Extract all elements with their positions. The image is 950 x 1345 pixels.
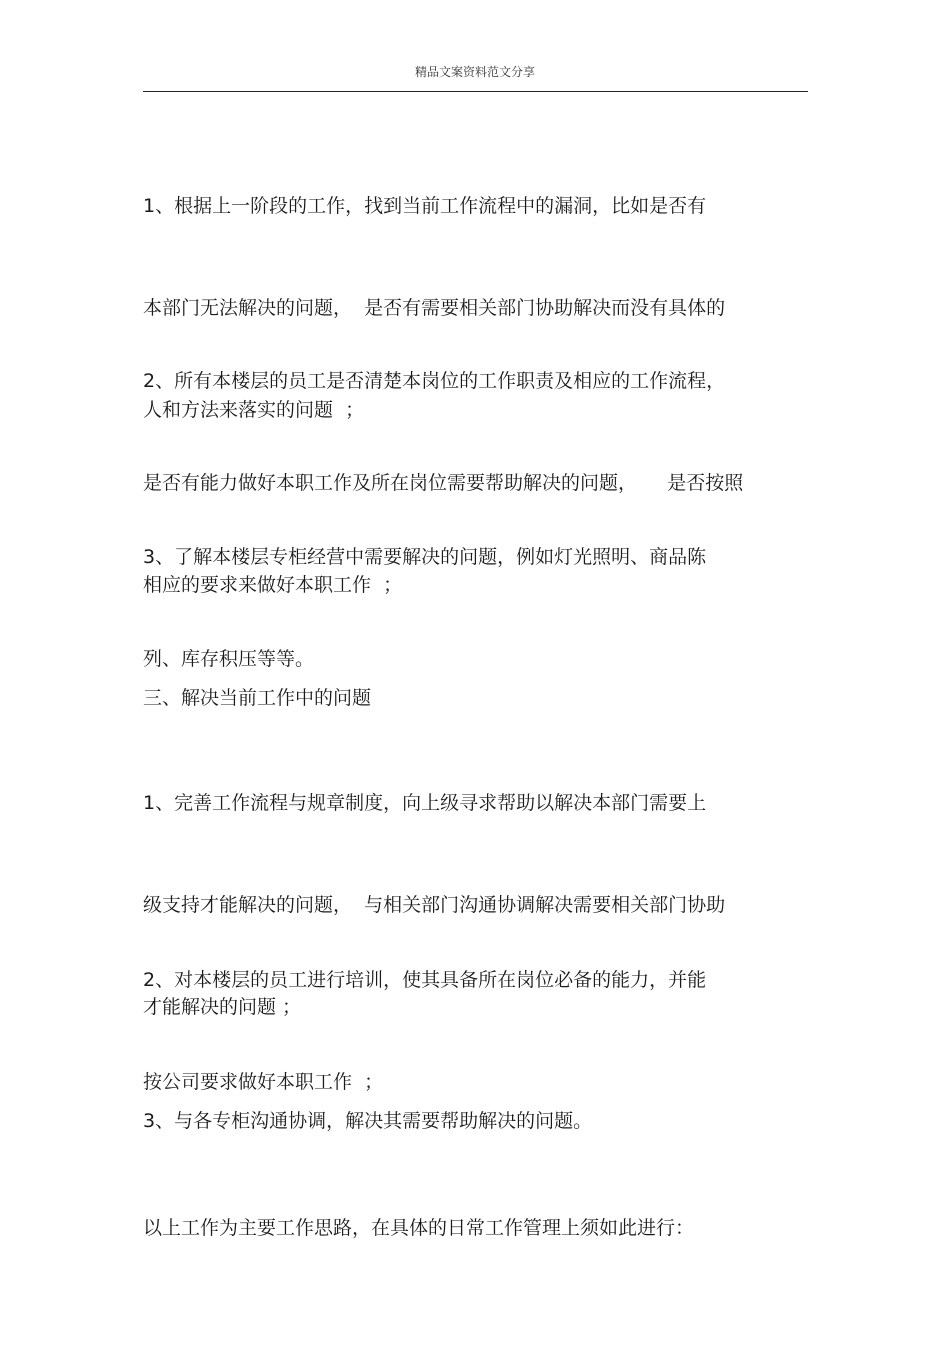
closing-text: 以上工作为主要工作思路，在具体的日常工作管理上须如此进行： xyxy=(143,1217,695,1239)
paragraph-line: 才能解决的问题 ； xyxy=(143,996,302,1018)
paragraph-line: 相应的要求来做好本职工作 ； xyxy=(143,574,403,596)
section-heading-text: 三、解决当前工作中的问题 xyxy=(143,687,372,709)
paragraph-line: 2、所有本楼层的员工是否清楚本岗位的工作职责及相应的工作流程， xyxy=(143,370,726,392)
paragraph-line: 按公司要求做好本职工作 ； xyxy=(143,1071,384,1093)
paragraph-line: 1、根据上一阶段的工作，找到当前工作流程中的漏洞，比如是否有 xyxy=(143,195,707,217)
paragraph-line: 3、与各专柜沟通协调，解决其需要帮助解决的问题。 xyxy=(143,1110,593,1132)
paragraph-line: 人和方法来落实的问题 ； xyxy=(143,399,365,421)
paragraph-line: 列、库存积压等等。 xyxy=(143,648,315,670)
paragraph-line: 是否有能力做好本职工作及所在岗位需要帮助解决的问题， 是否按照 xyxy=(143,472,744,494)
paragraph-line: 2、对本楼层的员工进行培训，使其具备所在岗位必备的能力，并能 xyxy=(143,969,707,991)
paragraph-line: 1、完善工作流程与规章制度，向上级寻求帮助以解决本部门需要上 xyxy=(143,792,707,814)
paragraph-line: 级支持才能解决的问题， 与相关部门沟通协调解决需要相关部门协助 xyxy=(143,894,726,916)
header-divider xyxy=(143,91,808,92)
page-header-title: 精品文案资料范文分享 xyxy=(414,65,535,79)
paragraph-line: 本部门无法解决的问题， 是否有需要相关部门协助解决而没有具体的 xyxy=(143,297,726,319)
paragraph-line: 3、了解本楼层专柜经营中需要解决的问题，例如灯光照明、商品陈 xyxy=(143,546,707,568)
closing-paragraph xyxy=(143,1143,694,1279)
